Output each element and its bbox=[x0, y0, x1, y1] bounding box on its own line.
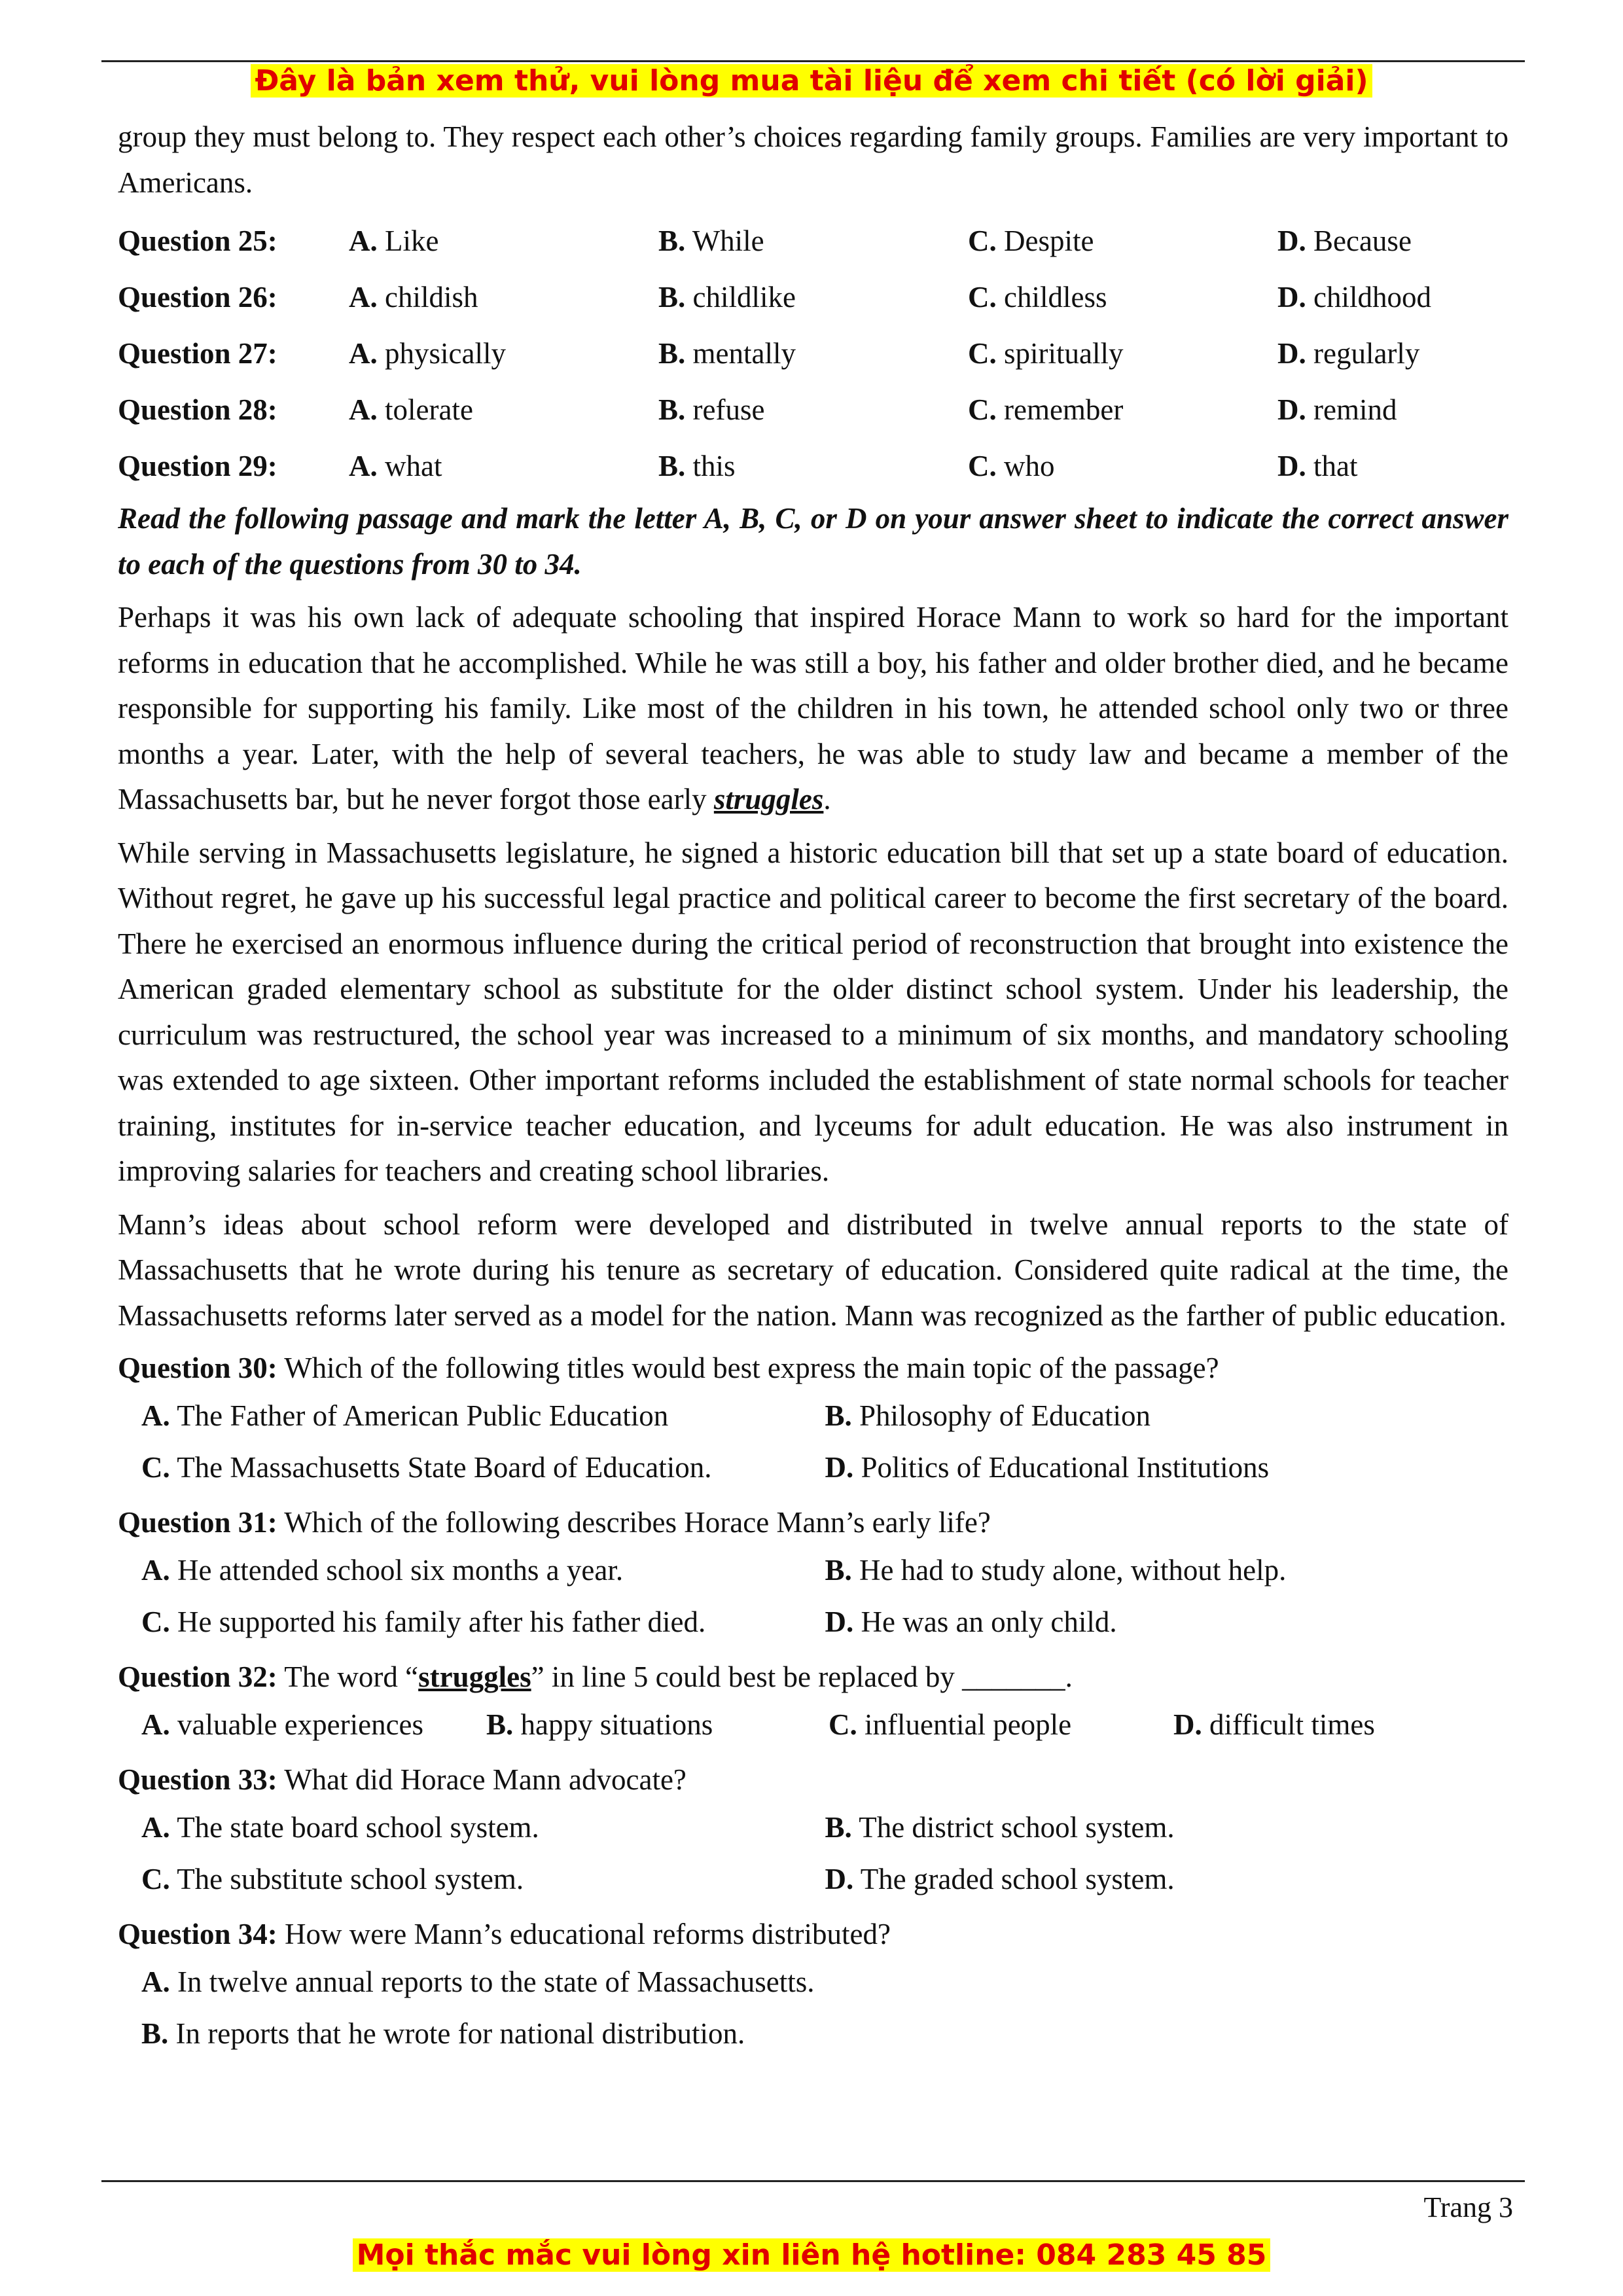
option-c: C. remember bbox=[968, 393, 1124, 427]
cloze-question-block bbox=[118, 213, 1508, 495]
option-a: A. The state board school system. bbox=[141, 1810, 539, 1844]
option-d: D. The graded school system. bbox=[825, 1862, 1175, 1895]
option-b: B. He had to study alone, without help. bbox=[825, 1553, 1287, 1587]
option-b: B. The district school system. bbox=[825, 1810, 1175, 1844]
option-c: C. childless bbox=[968, 281, 1107, 314]
question-label: Question 29: bbox=[118, 450, 277, 483]
option-a: A. The Father of American Public Education bbox=[141, 1399, 669, 1432]
option-c: C. who bbox=[968, 450, 1055, 483]
options-row bbox=[118, 1441, 1508, 1493]
question-stem: Question 30: Which of the following titles would best express the main topic of the passage? bbox=[118, 1352, 1219, 1384]
option-d: D. difficult times bbox=[1173, 1708, 1375, 1741]
hotline-banner-text: Mọi thắc mắc vui lòng xin liên hệ hotline: 084 283 45 85 bbox=[353, 2238, 1271, 2272]
preview-banner bbox=[0, 60, 1623, 102]
footer-rule bbox=[101, 2180, 1525, 2182]
question-30 bbox=[118, 1346, 1508, 1493]
keyword-struggles: struggles bbox=[713, 783, 824, 816]
options-row bbox=[118, 1390, 1508, 1441]
options-row bbox=[118, 1544, 1508, 1596]
option-c: C. influential people bbox=[829, 1708, 1072, 1741]
option-b: B. childlike bbox=[658, 281, 796, 314]
option-d: D. remind bbox=[1277, 393, 1397, 427]
options-row bbox=[118, 1853, 1508, 1905]
question-31 bbox=[118, 1501, 1508, 1647]
document-body bbox=[118, 115, 1508, 2059]
question-32 bbox=[118, 1655, 1508, 1750]
question-34 bbox=[118, 1912, 1508, 2059]
option-d: D. that bbox=[1277, 450, 1358, 483]
question-stem: Question 33: What did Horace Mann advocate? bbox=[118, 1763, 687, 1796]
question-label: Question 27: bbox=[118, 337, 277, 370]
option-a: A. He attended school six months a year. bbox=[141, 1553, 624, 1587]
options-row bbox=[118, 1698, 1508, 1750]
option-a: A. In twelve annual reports to the state of Massachusetts. bbox=[141, 1965, 815, 1998]
option-c: C. The substitute school system. bbox=[141, 1862, 524, 1895]
page-number: Trang 3 bbox=[1423, 2191, 1513, 2223]
option-a: A. physically bbox=[349, 337, 506, 370]
option-d: D. He was an only child. bbox=[825, 1605, 1117, 1638]
options-row bbox=[118, 1956, 1508, 2007]
question-stem: Question 31: Which of the following describes Horace Mann’s early life? bbox=[118, 1506, 991, 1539]
option-b: B. refuse bbox=[658, 393, 765, 427]
question-row-28 bbox=[118, 382, 1508, 439]
reading-instruction: Read the following passage and mark the letter A, B, C, or D on your answer sheet to indicate the correct answer to each of the questions from 30 to 34. bbox=[118, 502, 1508, 581]
keyword-struggles: struggles bbox=[418, 1660, 531, 1693]
option-b: B. mentally bbox=[658, 337, 796, 370]
option-a: A. Like bbox=[349, 224, 439, 258]
option-b: B. this bbox=[658, 450, 736, 483]
option-b: B. Philosophy of Education bbox=[825, 1399, 1150, 1432]
question-row-25 bbox=[118, 213, 1508, 270]
question-label: Question 26: bbox=[118, 281, 277, 314]
options-row bbox=[118, 1596, 1508, 1647]
option-c: C. spiritually bbox=[968, 337, 1124, 370]
options-row bbox=[118, 1801, 1508, 1853]
option-d: D. regularly bbox=[1277, 337, 1420, 370]
question-label: Question 25: bbox=[118, 224, 277, 258]
option-a: A. valuable experiences bbox=[141, 1708, 424, 1741]
option-c: C. Despite bbox=[968, 224, 1094, 258]
option-c: C. He supported his family after his father died. bbox=[141, 1605, 706, 1638]
preview-banner-text: Đây là bản xem thử, vui lòng mua tài liệu để xem chi tiết (có lời giải) bbox=[251, 64, 1372, 98]
option-a: A. tolerate bbox=[349, 393, 473, 427]
passage-paragraph-1: Perhaps it was his own lack of adequate schooling that inspired Horace Mann to work so hard for the important reforms in education that he accomplished. While he was still a boy, his father and older brother died, and he became responsible for supporting his family. Like most of the children in his town, he attended school only two or three months a year. Later, with the help of several teachers, he was able to study law and became a member of the Massachusetts bar, but he never forgot those early struggles. bbox=[118, 601, 1508, 816]
question-label: Question 28: bbox=[118, 393, 277, 427]
intro-paragraph: group they must belong to. They respect each other’s choices regarding family groups. Families are very important to Americans. bbox=[118, 120, 1508, 199]
hotline-banner bbox=[0, 2232, 1623, 2279]
option-a: A. what bbox=[349, 450, 442, 483]
option-d: D. childhood bbox=[1277, 281, 1431, 314]
question-stem: Question 32: The word “struggles” in line 5 could best be replaced by _______. bbox=[118, 1660, 1073, 1693]
question-stem: Question 34: How were Mann’s educational reforms distributed? bbox=[118, 1918, 891, 1950]
option-b: B. happy situations bbox=[486, 1708, 713, 1741]
passage-paragraph-2: While serving in Massachusetts legislature, he signed a historic education bill that set up a state board of education. Without regret, he gave up his successful legal practice and political career to become the first secretary of the board. There he exercised an enormous influence during the critical period of reconstruction that brought into existence the American graded elementary school as substitute for the older distinct school system. Under his leadership, the curriculum was restructured, the school year was increased to a minimum of six months, and mandatory schooling was extended to age sixteen. Other important reforms included the establishment of state normal schools for teacher training, institutes for in-service teacher education, and lyceums for adult education. He was also instrument in improving salaries for teachers and creating school libraries. bbox=[118, 836, 1508, 1187]
option-a: A. childish bbox=[349, 281, 478, 314]
options-row bbox=[118, 2007, 1508, 2059]
option-b: B. While bbox=[658, 224, 764, 258]
question-row-29 bbox=[118, 439, 1508, 495]
question-row-27 bbox=[118, 326, 1508, 382]
passage-paragraph-3: Mann’s ideas about school reform were developed and distributed in twelve annual reports to the state of Massachusetts that he wrote during his tenure as secretary of education. Considered quite radical at the time, the Massachusetts reforms later served as a model for the nation. Mann was recognized as the farther of public education. bbox=[118, 1208, 1508, 1332]
option-c: C. The Massachusetts State Board of Education. bbox=[141, 1450, 712, 1484]
question-row-26 bbox=[118, 270, 1508, 326]
option-b: B. In reports that he wrote for national distribution. bbox=[141, 2017, 745, 2050]
option-d: D. Politics of Educational Institutions bbox=[825, 1450, 1270, 1484]
option-d: D. Because bbox=[1277, 224, 1412, 258]
question-33 bbox=[118, 1758, 1508, 1905]
